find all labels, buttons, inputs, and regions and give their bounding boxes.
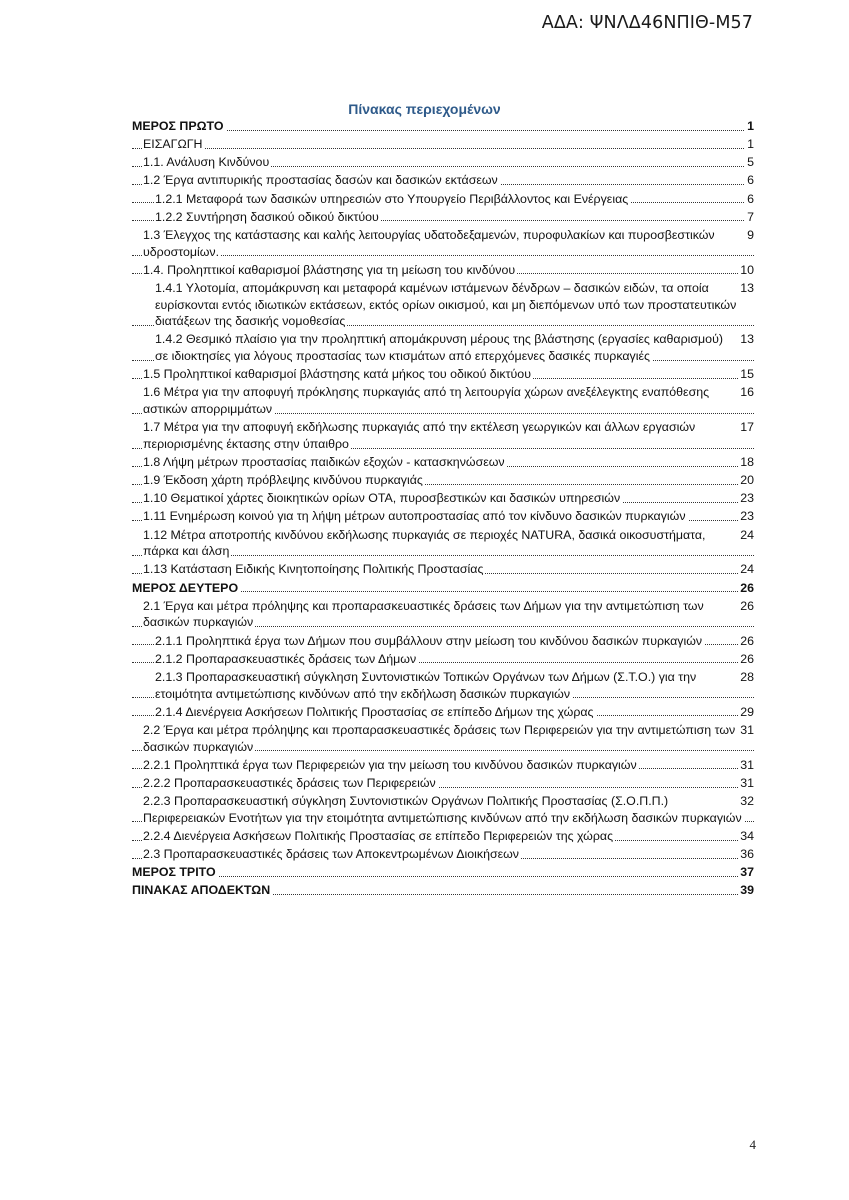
toc-entry[interactable] <box>132 454 754 471</box>
toc-entry[interactable] <box>132 722 754 755</box>
table-of-contents <box>132 118 754 900</box>
toc-entry-text: 2.1 Έργα και μέτρα πρόληψης και προπαρασκευαστικές δράσεις των Δήμων για την αντιμετώπιση των δασικών πυρκαγιών <box>143 598 704 630</box>
page-number: 4 <box>749 1137 756 1152</box>
toc-entry-page: 28 <box>740 669 754 684</box>
toc-entry-text: ΜΕΡΟΣ ΔΕΥΤΕΡΟ <box>132 580 239 595</box>
toc-entry[interactable] <box>132 490 754 507</box>
toc-entry[interactable] <box>132 561 754 578</box>
toc-entry[interactable] <box>132 172 754 189</box>
toc-entry-page: 26 <box>740 651 754 666</box>
toc-entry-page: 39 <box>740 883 754 898</box>
toc-entry-page: 31 <box>740 757 754 772</box>
toc-entry[interactable] <box>132 704 754 721</box>
toc-entry-text: 1.2.2 Συντήρηση δασικού οδικού δικτύου <box>155 209 379 224</box>
toc-entry-page: 10 <box>740 262 754 277</box>
toc-entry[interactable] <box>132 136 754 153</box>
toc-entry[interactable] <box>132 775 754 792</box>
toc-entry-page: 18 <box>740 455 754 470</box>
toc-entry[interactable] <box>132 508 754 525</box>
toc-entry-text: 2.1.3 Προπαρασκευαστική σύγκληση Συντονιστικών Τοπικών Οργάνων των Δήμων (Σ.Τ.Ο.) για την ετοιμότητα αντιμετώπισης κινδύνων από την εκδήλωση δασικών πυρκαγιών <box>155 669 697 701</box>
toc-entry-text: 2.2 Έργα και μέτρα πρόληψης και προπαρασκευαστικές δράσεις των Περιφερειών για την αντιμετώπιση των δασικών πυρκαγιών <box>143 722 736 754</box>
toc-entry-text: 1.10 Θεματικοί χάρτες διοικητικών ορίων ΟΤΑ, πυροσβεστικών και δασικών υπηρεσιών <box>143 491 621 506</box>
toc-entry[interactable] <box>132 209 754 226</box>
toc-entry-page: 31 <box>740 722 754 737</box>
toc-entry-text: 2.2.2 Προπαρασκευαστικές δράσεις των Περιφερειών <box>143 775 436 790</box>
toc-dot-leader <box>132 148 754 149</box>
toc-entry-page: 15 <box>740 367 754 382</box>
toc-entry[interactable] <box>132 580 754 597</box>
toc-entry[interactable] <box>132 864 754 881</box>
toc-entry[interactable] <box>132 793 754 826</box>
toc-entry-page: 23 <box>740 509 754 524</box>
toc-entry[interactable] <box>132 262 754 279</box>
toc-entry-page: 31 <box>740 775 754 790</box>
toc-entry-text: 1.9 Έκδοση χάρτη πρόβλεψης κινδύνου πυρκαγιάς <box>143 473 423 488</box>
toc-entry-text: 2.3 Προπαρασκευαστικές δράσεις των Αποκεντρωμένων Διοικήσεων <box>143 846 520 861</box>
toc-dot-leader <box>132 876 754 877</box>
toc-entry-text: 1.3 Έλεγχος της κατάστασης και καλής λειτουργίας υδατοδεξαμενών, πυροφυλακίων και πυροσβεστικών υδροστομίων. <box>143 227 715 259</box>
toc-entry[interactable] <box>132 598 754 631</box>
toc-entry-page: 13 <box>740 280 754 295</box>
toc-entry-page: 36 <box>740 846 754 861</box>
toc-entry-text: 1.4.1 Υλοτομία, απομάκρυνση και μεταφορά καμένων ιστάμενων δένδρων – δασικών ειδών, τα οποία ευρίσκονται εντός ιδιωτικών εκτάσεων, εκτός ορίων οικισμού, και μη διεπόμενων υπό των προστατευτικών διατάξεων της δασικής νομοθεσίας <box>155 280 737 329</box>
toc-entry-text: ΠΙΝΑΚΑΣ ΑΠΟΔΕΚΤΩΝ <box>132 883 271 898</box>
toc-entry[interactable] <box>132 419 754 452</box>
toc-entry-page: 23 <box>740 491 754 506</box>
toc-entry-page: 26 <box>740 580 754 595</box>
toc-entry-text: 1.2.1 Μεταφορά των δασικών υπηρεσιών στο Υπουργείο Περιβάλλοντος και Ενέργειας <box>155 191 629 206</box>
toc-entry-page: 34 <box>740 828 754 843</box>
toc-entry-text: 1.1. Ανάλυση Κινδύνου <box>143 155 270 170</box>
toc-entry[interactable] <box>132 191 754 208</box>
toc-entry-text: ΕΙΣΑΓΩΓΗ <box>143 137 203 152</box>
toc-entry-page: 13 <box>740 332 754 347</box>
toc-dot-leader <box>132 255 754 256</box>
toc-entry-page: 7 <box>747 209 754 224</box>
toc-entry[interactable] <box>132 828 754 845</box>
toc-entry[interactable] <box>132 882 754 899</box>
toc-entry-text: 1.8 Λήψη μέτρων προστασίας παιδικών εξοχών - κατασκηνώσεων <box>143 455 505 470</box>
toc-entry-text: 2.2.3 Προπαρασκευαστική σύγκληση Συντονιστικών Οργάνων Πολιτικής Προστασίας (Σ.Ο.Π.Π.) Περιφερειακών Ενοτήτων για την ετοιμότητα αντιμετώπισης κινδύνων από την εκδήλωση δασικών πυρκαγιών <box>143 793 742 825</box>
toc-entry[interactable] <box>132 331 754 364</box>
toc-title: Πίνακας περιεχομένων <box>348 101 501 117</box>
toc-entry-page: 16 <box>740 385 754 400</box>
document-id-header: ΑΔΑ: ΨΝΛΔ46ΝΠΙΘ-Μ57 <box>541 13 753 33</box>
toc-entry[interactable] <box>132 757 754 774</box>
toc-entry-text: 1.2 Έργα αντιπυρικής προστασίας δασών και δασικών εκτάσεων <box>143 173 498 188</box>
toc-entry-page: 26 <box>740 598 754 613</box>
toc-entry[interactable] <box>132 384 754 417</box>
toc-entry-page: 32 <box>740 793 754 808</box>
toc-entry-text: 1.11 Ενημέρωση κοινού για τη λήψη μέτρων αυτοπροστασίας από τον κίνδυνο δασικών πυρκαγιών <box>143 509 686 524</box>
toc-entry-page: 5 <box>747 155 754 170</box>
toc-entry-text: 2.2.1 Προληπτικά έργα των Περιφερειών για την μείωση του κινδύνου δασικών πυρκαγιών <box>143 757 637 772</box>
toc-entry-text: 1.6 Μέτρα για την αποφυγή πρόκλησης πυρκαγιάς από τη λειτουργία χώρων ανεξέλεγκτης εναπόθεσης αστικών απορριμμάτων <box>143 385 710 417</box>
toc-entry[interactable] <box>132 633 754 650</box>
toc-entry[interactable] <box>132 669 754 702</box>
toc-entry[interactable] <box>132 846 754 863</box>
toc-entry-page: 24 <box>740 527 754 542</box>
toc-entry-page: 6 <box>747 173 754 188</box>
toc-entry-page: 37 <box>740 865 754 880</box>
toc-entry-text: 1.4.2 Θεσμικό πλαίσιο για την προληπτική απομάκρυνση μέρους της βλάστησης (εργασίες καθαρισμού) σε ιδιοκτησίες για λόγους προστασίας των κτισμάτων από επερχόμενες δασικές πυρκαγιές <box>155 332 723 364</box>
toc-entry-text: ΜΕΡΟΣ ΠΡΩΤΟ <box>132 119 224 133</box>
toc-entry[interactable] <box>132 227 754 260</box>
toc-entry[interactable] <box>132 154 754 171</box>
toc-entry-page: 24 <box>740 562 754 577</box>
toc-entry-text: 1.5 Προληπτικοί καθαρισμοί βλάστησης κατά μήκος του οδικού δικτύου <box>143 367 531 382</box>
toc-entry[interactable] <box>132 280 754 330</box>
toc-entry-page: 26 <box>740 633 754 648</box>
toc-entry[interactable] <box>132 366 754 383</box>
toc-entry[interactable] <box>132 527 754 560</box>
toc-entry-page: 1 <box>747 119 754 133</box>
toc-entry-page: 17 <box>740 420 754 435</box>
toc-entry-page: 1 <box>747 137 754 152</box>
toc-entry-page: 9 <box>747 227 754 242</box>
toc-entry[interactable] <box>132 651 754 668</box>
toc-entry-text: 2.2.4 Διενέργεια Ασκήσεων Πολιτικής Προστασίας σε επίπεδο Περιφερειών της χώρας <box>143 828 614 843</box>
toc-entry-text: 2.1.1 Προληπτικά έργα των Δήμων που συμβάλλουν στην μείωση του κινδύνου δασικών πυρκαγιών <box>155 633 703 648</box>
toc-entry-text: 1.13 Κατάσταση Ειδικής Κινητοποίησης Πολιτικής Προστασίας <box>143 562 484 577</box>
toc-entry-text: 2.1.2 Προπαρασκευαστικές δράσεις των Δήμων <box>155 651 417 666</box>
toc-entry-text: 1.7 Μέτρα για την αποφυγή εκδήλωσης πυρκαγιάς από την εκτέλεση γεωργικών και άλλων εργασιών περιορισμένης έκτασης στην ύπαιθρο <box>143 420 696 451</box>
toc-entry-page: 29 <box>740 704 754 719</box>
toc-entry-page: 20 <box>740 473 754 488</box>
toc-entry-text: 1.12 Μέτρα αποτροπής κινδύνου εκδήλωσης πυρκαγιάς σε περιοχές NATURA, δασικά οικοσυστήματα, πάρκα και άλση <box>143 527 706 559</box>
toc-entry[interactable] <box>132 472 754 489</box>
toc-entry-page: 6 <box>747 191 754 206</box>
toc-entry[interactable] <box>132 118 754 135</box>
toc-entry-text: 1.4. Προληπτικοί καθαρισμοί βλάστησης για τη μείωση του κινδύνου <box>143 262 516 277</box>
toc-entry-text: 2.1.4 Διενέργεια Ασκήσεων Πολιτικής Προστασίας σε επίπεδο Δήμων της χώρας <box>155 704 594 719</box>
toc-entry-text: ΜΕΡΟΣ ΤΡΙΤΟ <box>132 865 216 880</box>
